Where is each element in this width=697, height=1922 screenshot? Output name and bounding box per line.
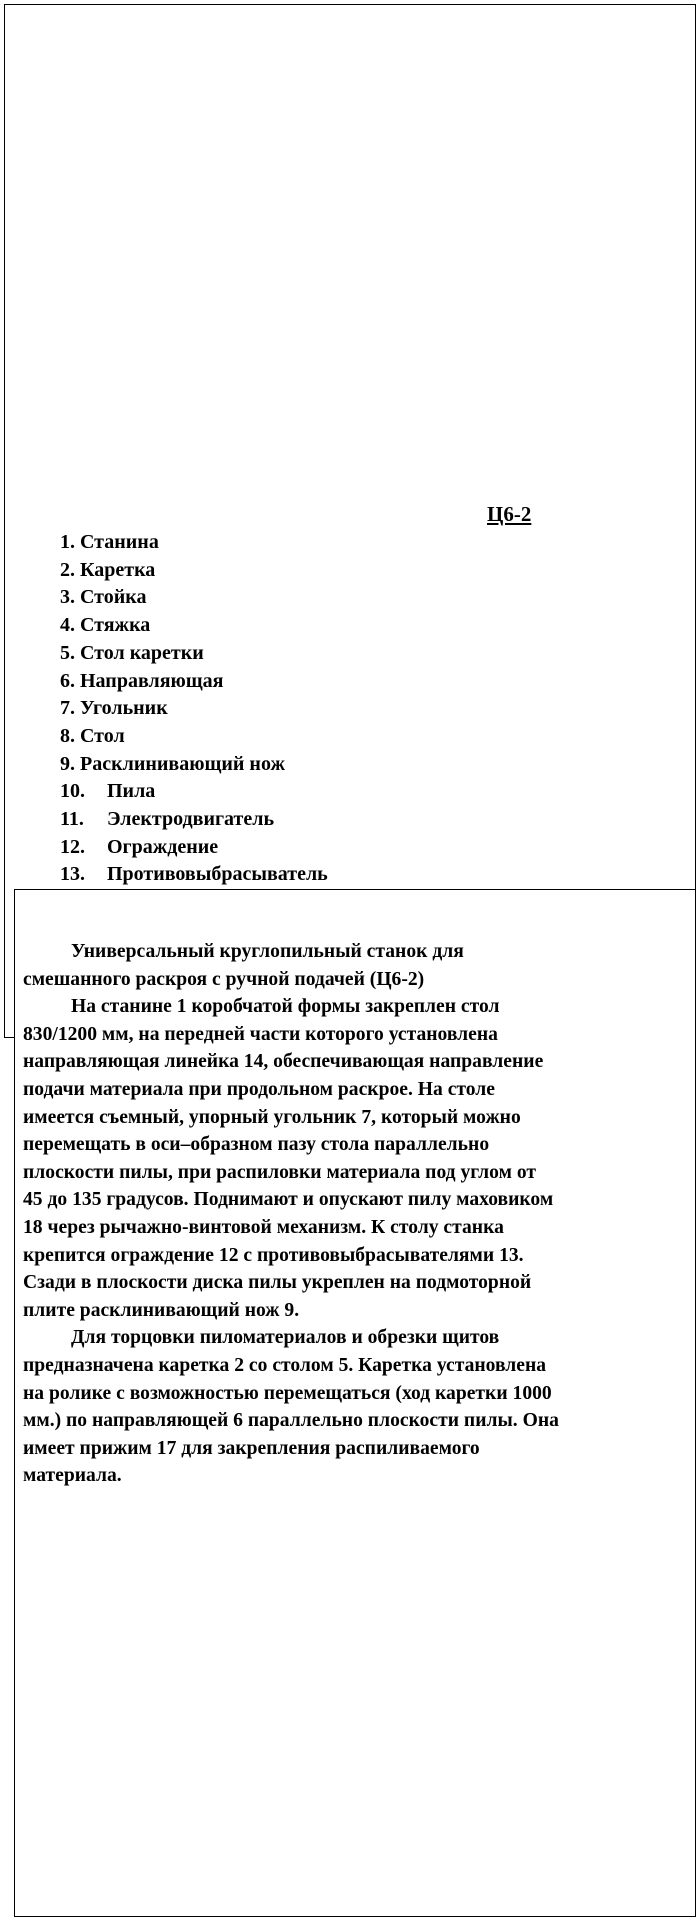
parts-list-item-number: 5. xyxy=(60,641,75,664)
parts-list-item xyxy=(60,723,328,751)
parts-list-item-number: 13. xyxy=(60,863,85,886)
parts-list-item-number: 8. xyxy=(60,724,75,747)
description-line: предназначена каретка 2 со столом 5. Каретка установлена xyxy=(23,1354,547,1376)
parts-list-item-label: Станина xyxy=(80,531,159,553)
parts-list-item-label: Стол каретки xyxy=(80,641,204,664)
parts-list xyxy=(60,529,328,889)
description-title-line: Универсальный круглопильный станок для xyxy=(71,941,464,962)
parts-list-item-label: Ограждение xyxy=(107,835,219,858)
parts-list-item xyxy=(60,668,328,696)
model-code-heading: Ц6-2 xyxy=(487,502,532,526)
parts-list-item-number: 9. xyxy=(60,752,75,775)
description-line: материала. xyxy=(23,1465,122,1487)
description-text xyxy=(23,938,688,1490)
parts-list-item-number: 11. xyxy=(60,808,84,831)
parts-list-item xyxy=(60,640,328,668)
parts-list-item-label: Угольник xyxy=(80,697,168,720)
description-line: 45 до 135 градусов. Поднимают и опускают пилу маховиком xyxy=(23,1189,554,1211)
parts-list-item xyxy=(60,529,328,557)
description-title-line: смешанного раскроя с ручной подачей (Ц6-2) xyxy=(23,968,425,990)
description-line: подачи материала при продольном раскрое. На столе xyxy=(23,1078,495,1100)
parts-list-item-label: Противовыбрасыватель xyxy=(107,863,328,886)
parts-list-item xyxy=(60,806,328,834)
parts-list-item-label: Каретка xyxy=(80,558,156,581)
description-title xyxy=(23,938,688,993)
parts-list-item xyxy=(60,584,328,612)
parts-list-item-label: Стойка xyxy=(80,586,147,609)
description-line: перемещать в оси–образном пазу стола параллельно xyxy=(23,1134,490,1156)
description-line: 830/1200 мм, на передней части которого установлена xyxy=(23,1023,498,1045)
parts-list-item-label: Стяжка xyxy=(80,614,151,637)
parts-list-item-number: 1. xyxy=(60,531,75,553)
parts-list-item-number: 4. xyxy=(60,614,75,637)
parts-list-item-label: Электродвигатель xyxy=(107,808,275,831)
parts-list-item-number: 2. xyxy=(60,558,75,581)
description-line: Для торцовки пиломатериалов и обрезки щитов xyxy=(71,1327,500,1349)
description-paragraph-1 xyxy=(23,993,688,1324)
parts-list-item-label: Стол xyxy=(80,724,125,747)
description-line: мм.) по направляющей 6 параллельно плоскости пилы. Она xyxy=(23,1410,559,1432)
parts-list-item-number: 6. xyxy=(60,669,75,692)
parts-list-item-number: 12. xyxy=(60,835,85,858)
parts-list-item-number: 10. xyxy=(60,780,85,803)
description-line: плите расклинивающий нож 9. xyxy=(23,1299,300,1321)
parts-list-item xyxy=(60,778,328,806)
description-line: крепится ограждение 12 с противовыбрасывателями 13. xyxy=(23,1244,524,1266)
parts-list-item-label: Пила xyxy=(107,780,156,803)
description-line: имеет прижим 17 для закрепления распиливаемого xyxy=(23,1437,480,1459)
parts-list-item-label: Направляющая xyxy=(80,669,224,692)
parts-list-item xyxy=(60,861,328,889)
description-line: имеется съемный, упорный угольник 7, который можно xyxy=(23,1106,521,1128)
description-line: плоскости пилы, при распиловки материала под углом от xyxy=(23,1161,537,1183)
parts-list-item-label: Расклинивающий нож xyxy=(80,752,285,775)
parts-list-item xyxy=(60,612,328,640)
description-line: На станине 1 коробчатой формы закреплен стол xyxy=(71,996,500,1018)
parts-list-item xyxy=(60,695,328,723)
description-line: на ролике с возможностью перемещаться (ход каретки 1000 xyxy=(23,1382,552,1404)
description-line: Сзади в плоскости диска пилы укреплен на подмоторной xyxy=(23,1272,532,1294)
parts-list-item-number: 7. xyxy=(60,697,75,720)
parts-list-item xyxy=(60,834,328,862)
description-line: направляющая линейка 14, обеспечивающая направление xyxy=(23,1051,544,1073)
parts-list-item xyxy=(60,557,328,585)
description-line: 18 через рычажно-винтовой механизм. К столу станка xyxy=(23,1216,504,1238)
parts-list-item-number: 3. xyxy=(60,586,75,609)
description-paragraph-2 xyxy=(23,1324,688,1490)
parts-list-item xyxy=(60,751,328,779)
